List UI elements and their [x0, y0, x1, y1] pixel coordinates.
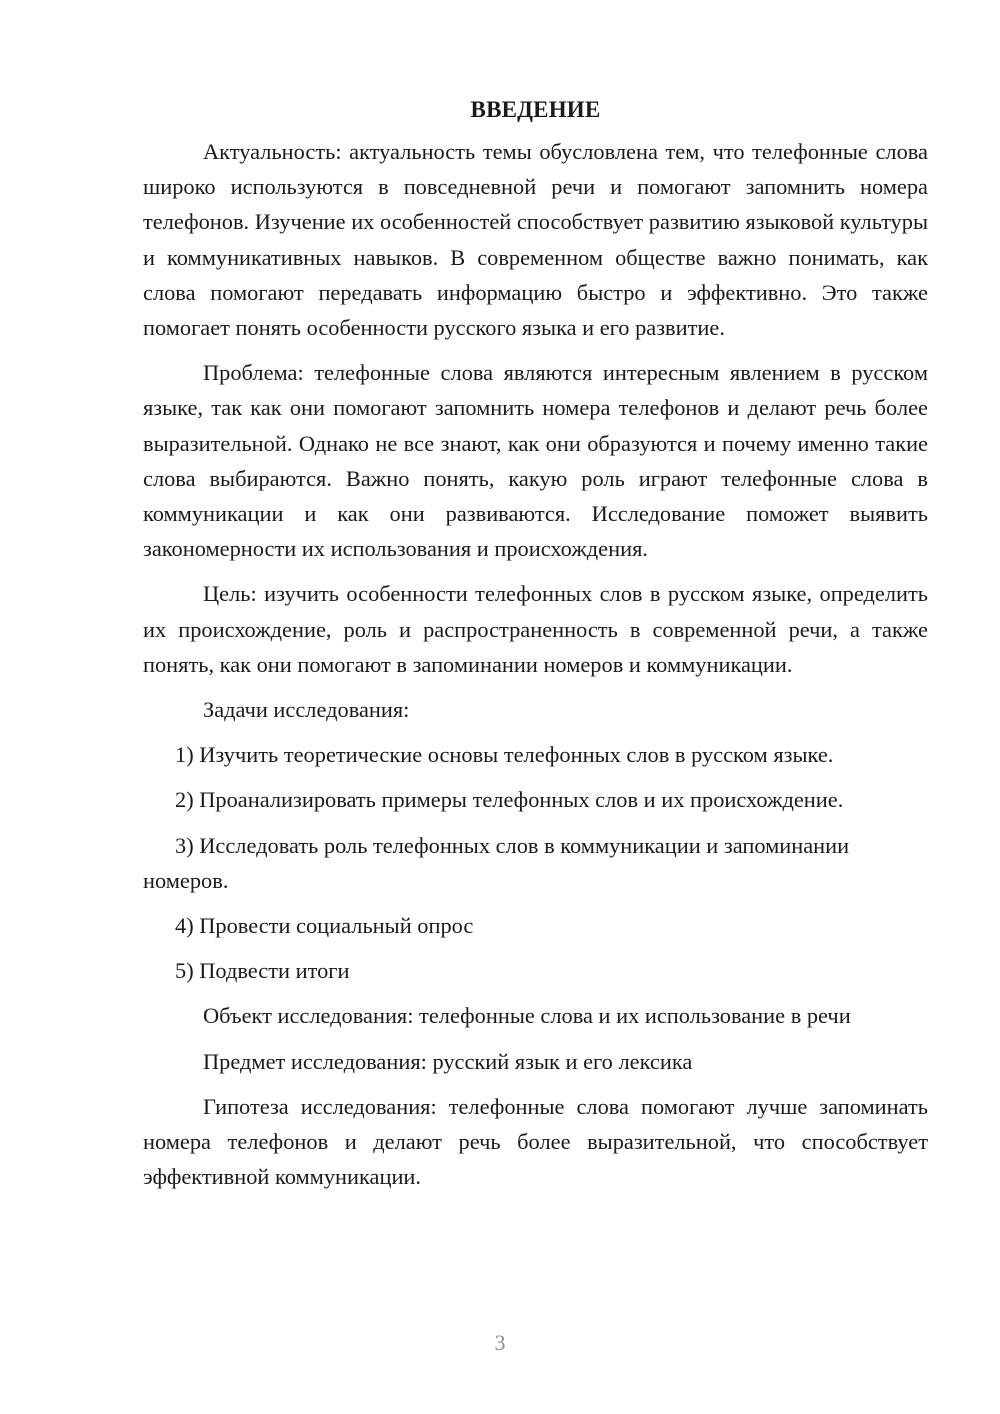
task-item-3: 3) Исследовать роль телефонных слов в коммуникации и запоминании номеров.: [143, 832, 850, 893]
research-object: Объект исследования: телефонные слова и их использование в речи: [203, 1003, 851, 1029]
page-number: 3: [494, 1330, 506, 1355]
task-item-4: 4) Провести социальный опрос: [175, 913, 474, 939]
paragraph-goal: Цель: изучить особенности телефонных слов в русском языке, определить их происхождение, роль и распространенность в современной речи, а также понять, как они помогают в запоминании номеров и коммуникации.: [143, 581, 928, 677]
paragraph-relevance: Актуальность: актуальность темы обусловлена тем, что телефонные слова широко используются в повседневной речи и помогают запомнить номера телефонов. Изучение их особенностей способствует развитию языковой культуры и коммуникативных навыков. В современном обществе важно понимать, как слова помогают передавать информацию быстро и эффективно. Это также помогает понять особенности русского языка и его развитие.: [143, 139, 928, 341]
page-title: ВВЕДЕНИЕ: [470, 97, 601, 122]
task-item-2: 2) Проанализировать примеры телефонных слов и их происхождение.: [175, 787, 844, 813]
research-hypothesis: Гипотеза исследования: телефонные слова помогают лучше запоминать номера телефонов и делают речь более выразительной, что способствует эффективной коммуникации.: [143, 1093, 928, 1190]
research-subject: Предмет исследования: русский язык и его лексика: [203, 1048, 693, 1074]
task-item-1: 1) Изучить теоретические основы телефонных слов в русском языке.: [175, 742, 834, 768]
document-page: [143, 92, 928, 1204]
tasks-title: Задачи исследования:: [203, 697, 410, 723]
paragraph-problem: Проблема: телефонные слова являются интересным явлением в русском языке, так как они помогают запомнить номера телефонов и делают речь более выразительной. Однако не все знают, как они образуются и почему именно такие слова выбираются. Важно понять, какую роль играют телефонные слова в коммуникации и как они развиваются. Исследование поможет выявить закономерности их использования и происхождения.: [143, 360, 928, 562]
task-item-5: 5) Подвести итоги: [175, 958, 350, 984]
